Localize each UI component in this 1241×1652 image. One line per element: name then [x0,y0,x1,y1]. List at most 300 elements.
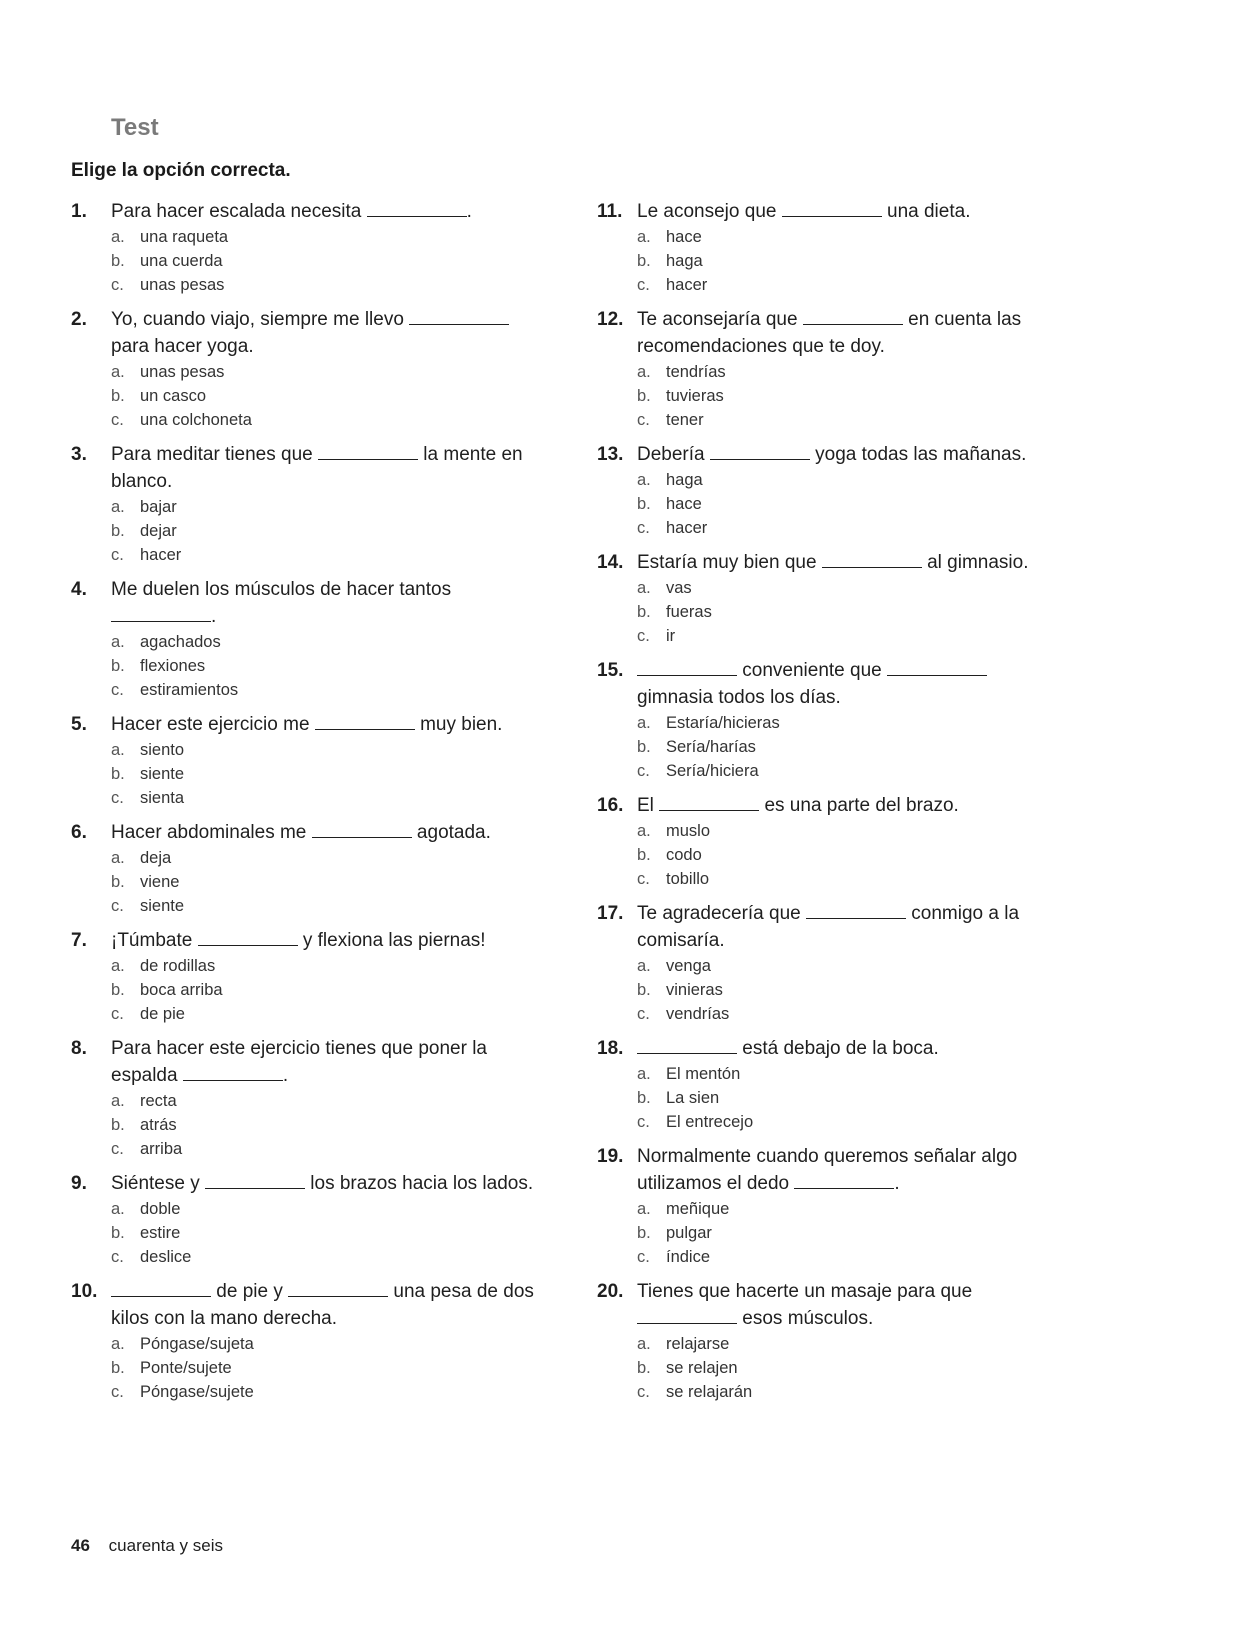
option-letter: c. [637,1248,650,1266]
answer-option [111,978,541,1002]
question-text [111,1278,541,1332]
option-letter: b. [111,873,125,891]
answer-blank [367,215,467,217]
answer-blank [198,944,298,946]
option-letter: a. [637,957,651,975]
answer-option [637,360,1067,384]
answer-option [637,1197,1067,1221]
page-footer [71,1536,223,1556]
question-item [597,657,1067,783]
question-text [637,657,1067,711]
option-text: hacer [666,276,708,294]
option-text: una raqueta [140,228,229,246]
option-letter: b. [111,252,125,270]
answer-blank [409,323,509,325]
option-text: deja [140,849,172,867]
question-item [71,819,541,918]
answer-option [111,1245,541,1269]
option-letter: c. [111,1248,124,1266]
option-text: El entrecejo [666,1113,754,1131]
answer-option [637,954,1067,978]
answer-blank [318,458,418,460]
question-number: 4. [71,579,87,600]
option-letter: b. [637,1089,651,1107]
answer-option [637,759,1067,783]
question-number: 16. [597,795,624,816]
option-text: El mentón [666,1065,741,1083]
question-item [71,1170,541,1269]
answer-blank [794,1187,894,1189]
option-letter: c. [637,1005,650,1023]
option-text: agachados [140,633,221,651]
option-text: doble [140,1200,181,1218]
option-text: de pie [140,1005,185,1023]
question-text-part: Le aconsejo que [637,201,782,222]
question-number: 17. [597,903,624,924]
answer-blank [312,836,412,838]
question-text-part: de pie y [211,1281,289,1302]
answer-blank [637,674,737,676]
option-text: una colchoneta [140,411,252,429]
question-text [111,1035,541,1089]
page-title: Test [111,114,159,141]
answer-option [111,654,541,678]
question-text-part: Para meditar tienes que [111,444,319,465]
option-text: arriba [140,1140,183,1158]
question-text-part: una dieta. [881,201,971,222]
option-text: Póngase/sujete [140,1383,254,1401]
answer-option [111,1002,541,1026]
answer-blank [111,620,211,622]
question-text-part: los brazos hacia los lados. [305,1173,534,1194]
question-item [71,711,541,810]
option-letter: a. [111,498,125,516]
question-text [637,549,1067,576]
question-text-part: El [637,795,660,816]
answer-option [111,1332,541,1356]
question-text-part: . [466,201,472,222]
answer-blank [659,809,759,811]
question-text [637,306,1067,360]
answer-option [637,711,1067,735]
option-letter: b. [111,1116,125,1134]
option-letter: a. [637,822,651,840]
answer-option [637,1086,1067,1110]
answer-blank [710,458,810,460]
answer-blank [803,323,903,325]
question-text-part: Te agradecería que [637,903,807,924]
answer-blank [183,1079,283,1081]
question-text [637,1143,1067,1197]
option-letter: c. [111,276,124,294]
question-text-part: en cuenta las recomendaciones que te doy. [637,309,1022,357]
option-text: vinieras [666,981,723,999]
option-letter: b. [111,387,125,405]
answer-option [111,249,541,273]
option-text: se relajen [666,1359,738,1377]
option-text: flexiones [140,657,206,675]
option-text: siente [140,897,185,915]
option-letter: c. [111,1140,124,1158]
question-text-part: gimnasia todos los días. [637,687,841,708]
option-letter: c. [637,627,650,645]
question-text [111,306,541,360]
option-letter: a. [111,849,125,867]
option-letter: c. [637,1113,650,1131]
option-letter: b. [111,981,125,999]
questions-column-left [71,198,541,1413]
answer-option [111,408,541,432]
question-text-part: Siéntese y [111,1173,205,1194]
question-text [111,576,541,630]
option-letter: a. [637,1065,651,1083]
question-text [111,819,541,846]
option-text: hace [666,495,702,513]
question-text [637,198,1067,225]
option-letter: a. [111,363,125,381]
option-text: tuvieras [666,387,724,405]
option-text: Estaría/hicieras [666,714,780,732]
answer-option [111,786,541,810]
option-text: codo [666,846,702,864]
questions-column-right [597,198,1067,1413]
question-text [637,1035,1067,1062]
option-text: Sería/hiciera [666,762,759,780]
answer-option [111,1137,541,1161]
option-text: hacer [140,546,182,564]
option-letter: b. [111,657,125,675]
option-text: dejar [140,522,177,540]
question-number: 9. [71,1173,87,1194]
question-text-part: ¡Túmbate [111,930,198,951]
option-letter: c. [637,411,650,429]
question-text-part: está debajo de la boca. [737,1038,939,1059]
answer-option [637,225,1067,249]
question-number: 2. [71,309,87,330]
question-text-part: Para hacer este ejercicio tienes que poner la espalda [111,1038,488,1086]
question-text [111,711,541,738]
option-text: de rodillas [140,957,216,975]
option-letter: b. [637,1224,651,1242]
question-text-part: una pesa de dos kilos con la mano derecha. [111,1281,534,1329]
answer-option [637,978,1067,1002]
option-letter: a. [637,714,651,732]
option-text: vas [666,579,692,597]
answer-option [111,1113,541,1137]
question-item [71,306,541,432]
question-number: 7. [71,930,87,951]
answer-option [111,954,541,978]
answer-option [637,1332,1067,1356]
question-item [597,306,1067,432]
option-letter: c. [111,411,124,429]
option-letter: a. [111,957,125,975]
answer-option [637,843,1067,867]
option-letter: a. [111,1335,125,1353]
question-text [637,792,1067,819]
question-text-part: Debería [637,444,710,465]
option-letter: a. [637,228,651,246]
answer-option [637,1380,1067,1404]
option-text: estiramientos [140,681,239,699]
option-text: deslice [140,1248,192,1266]
question-text-part: Tienes que hacerte un masaje para que [637,1281,973,1302]
option-letter: c. [111,546,124,564]
option-text: haga [666,252,703,270]
answer-blank [288,1295,388,1297]
question-number: 12. [597,309,624,330]
answer-option [637,1356,1067,1380]
option-letter: c. [637,870,650,888]
option-text: unas pesas [140,363,225,381]
option-text: hace [666,228,702,246]
question-item [597,198,1067,297]
question-item [597,1278,1067,1404]
answer-option [111,543,541,567]
option-text: La sien [666,1089,720,1107]
question-item [597,1143,1067,1269]
option-letter: c. [637,1383,650,1401]
answer-blank [822,566,922,568]
question-text [111,927,541,954]
option-text: tendrías [666,363,726,381]
answer-blank [637,1052,737,1054]
answer-option [111,519,541,543]
option-letter: b. [111,522,125,540]
question-text-part: Te aconsejaría que [637,309,803,330]
answer-option [111,384,541,408]
question-number: 19. [597,1146,624,1167]
instructions: Elige la opción correcta. [71,160,291,181]
option-text: siento [140,741,185,759]
option-letter: c. [111,681,124,699]
answer-option [111,630,541,654]
option-text: un casco [140,387,207,405]
question-text-part: Para hacer escalada necesita [111,201,367,222]
answer-option [637,408,1067,432]
question-item [71,576,541,702]
option-text: Sería/harías [666,738,756,756]
question-text [111,1170,541,1197]
option-text: una cuerda [140,252,223,270]
answer-option [637,516,1067,540]
answer-option [111,1356,541,1380]
option-text: ir [666,627,676,645]
answer-option [111,495,541,519]
option-text: índice [666,1248,711,1266]
answer-option [111,360,541,384]
question-text [111,198,541,225]
option-letter: c. [111,897,124,915]
question-text-part: yoga todas las mañanas. [809,444,1027,465]
question-text-part: esos músculos. [737,1308,874,1329]
answer-option [637,1062,1067,1086]
option-letter: c. [637,519,650,537]
answer-option [111,762,541,786]
question-text [637,441,1067,468]
option-letter: a. [637,1335,651,1353]
option-letter: a. [111,741,125,759]
option-letter: b. [637,981,651,999]
option-letter: b. [637,495,651,513]
question-text-part: conmigo a la comisaría. [637,903,1020,951]
question-text-part: la mente en blanco. [111,444,523,492]
answer-option [637,600,1067,624]
answer-option [637,1002,1067,1026]
option-text: fueras [666,603,712,621]
question-text-part: Hacer este ejercicio me [111,714,315,735]
question-number: 3. [71,444,87,465]
option-text: tener [666,411,704,429]
question-item [597,441,1067,540]
question-text-part: Estaría muy bien que [637,552,822,573]
option-letter: c. [111,789,124,807]
answer-option [111,1380,541,1404]
answer-option [637,1110,1067,1134]
question-text [111,441,541,495]
question-number: 1. [71,201,87,222]
option-letter: b. [637,1359,651,1377]
answer-option [637,492,1067,516]
question-text-part: es una parte del brazo. [759,795,959,816]
option-letter: c. [111,1005,124,1023]
option-letter: b. [111,1224,125,1242]
question-number: 13. [597,444,624,465]
option-text: atrás [140,1116,177,1134]
answer-blank [887,674,987,676]
answer-option [637,468,1067,492]
option-letter: b. [637,387,651,405]
answer-option [637,735,1067,759]
question-text [637,900,1067,954]
question-item [71,198,541,297]
question-text-part: y flexiona las piernas! [297,930,486,951]
answer-option [637,867,1067,891]
answer-option [637,1221,1067,1245]
question-item [597,900,1067,1026]
answer-blank [806,917,906,919]
option-text: muslo [666,822,711,840]
option-text: sienta [140,789,185,807]
page-number: 46 [71,1536,90,1555]
answer-option [637,273,1067,297]
option-text: venga [666,957,711,975]
option-letter: b. [637,252,651,270]
question-text [637,1278,1067,1332]
answer-blank [637,1322,737,1324]
question-number: 5. [71,714,87,735]
question-item [71,927,541,1026]
answer-blank [205,1187,305,1189]
question-text-part: Me duelen los músculos de hacer tantos [111,579,452,600]
answer-blank [315,728,415,730]
question-text-part: Yo, cuando viajo, siempre me llevo [111,309,410,330]
option-text: meñique [666,1200,730,1218]
option-letter: b. [637,738,651,756]
option-text: se relajarán [666,1383,753,1401]
question-text-part: muy bien. [414,714,503,735]
question-number: 14. [597,552,624,573]
answer-option [637,384,1067,408]
option-letter: a. [111,228,125,246]
option-letter: a. [637,579,651,597]
question-text-part: . [894,1173,900,1194]
question-item [71,1278,541,1404]
question-text-part: agotada. [411,822,491,843]
question-text-part: al gimnasio. [921,552,1029,573]
option-text: siente [140,765,185,783]
answer-option [111,678,541,702]
answer-option [637,624,1067,648]
option-text: vendrías [666,1005,730,1023]
answer-option [111,225,541,249]
option-letter: b. [111,765,125,783]
option-letter: a. [111,1092,125,1110]
answer-option [111,1221,541,1245]
question-number: 15. [597,660,624,681]
option-text: unas pesas [140,276,225,294]
option-letter: a. [637,363,651,381]
option-letter: c. [637,762,650,780]
question-item [597,1035,1067,1134]
option-letter: b. [637,846,651,864]
option-letter: b. [637,603,651,621]
option-letter: a. [637,1200,651,1218]
answer-blank [111,1295,211,1297]
question-text-part: . [211,606,217,627]
answer-option [111,738,541,762]
option-letter: a. [111,633,125,651]
question-number: 18. [597,1038,624,1059]
answer-option [111,273,541,297]
option-letter: b. [111,1359,125,1377]
option-text: Ponte/sujete [140,1359,232,1377]
answer-option [637,819,1067,843]
option-text: relajarse [666,1335,730,1353]
option-letter: c. [637,276,650,294]
answer-option [637,1245,1067,1269]
option-letter: c. [111,1383,124,1401]
question-number: 8. [71,1038,87,1059]
answer-blank [782,215,882,217]
option-letter: a. [111,1200,125,1218]
answer-option [637,249,1067,273]
question-number: 10. [71,1281,98,1302]
question-item [71,1035,541,1161]
question-item [71,441,541,567]
option-text: estire [140,1224,181,1242]
answer-option [111,846,541,870]
option-letter: a. [637,471,651,489]
option-text: viene [140,873,180,891]
option-text: recta [140,1092,177,1110]
answer-option [111,1089,541,1113]
answer-option [111,894,541,918]
option-text: tobillo [666,870,710,888]
question-item [597,549,1067,648]
answer-option [111,1197,541,1221]
question-text-part: . [282,1065,289,1086]
question-text-part: Normalmente cuando queremos señalar algo utilizamos el dedo [637,1146,1018,1194]
option-text: pulgar [666,1224,712,1242]
question-item [597,792,1067,891]
answer-option [637,576,1067,600]
question-number: 11. [597,201,623,222]
option-text: haga [666,471,703,489]
question-text-part: para hacer yoga. [111,336,254,357]
option-text: Póngase/sujeta [140,1335,254,1353]
page-number-words: cuarenta y seis [108,1536,223,1555]
